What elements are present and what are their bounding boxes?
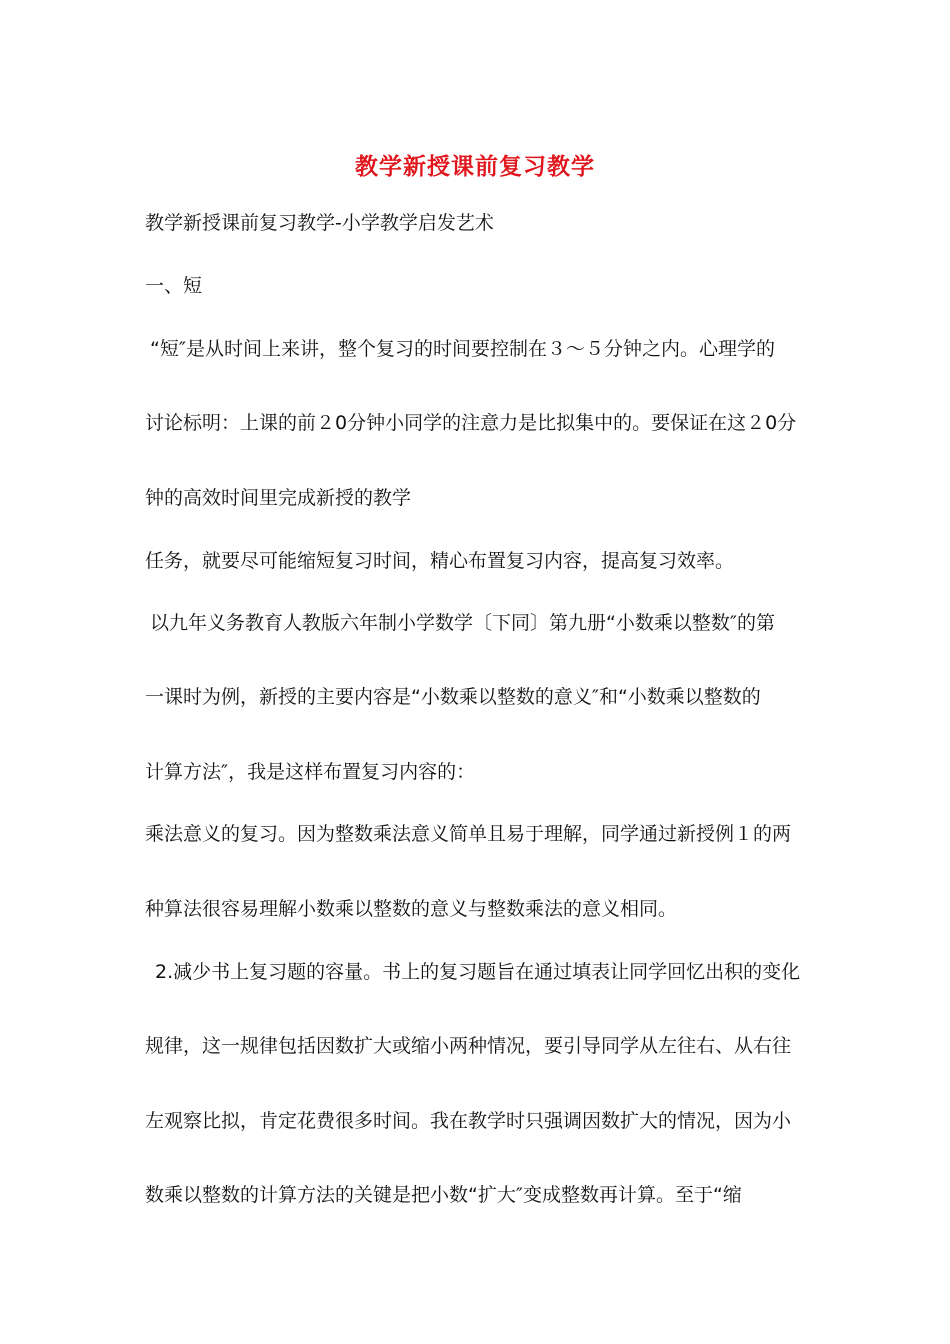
paragraph-line: 任务，就要尽可能缩短复习时间，精心布置复习内容，提高复习效率。 xyxy=(145,550,735,572)
paragraph-line: 2.减少书上复习题的容量。书上的复习题旨在通过填表让同学回忆出积的变化 xyxy=(155,961,801,983)
paragraph-line: 种算法很容易理解小数乘以整数的意义与整数乘法的意义相同。 xyxy=(145,898,678,920)
paragraph-line: 乘法意义的复习。因为整数乘法意义简单且易于理解，同学通过新授例１的两 xyxy=(145,823,792,845)
paragraph-line: 计算方法″，我是这样布置复习内容的： xyxy=(145,761,476,783)
section-heading: 一、短 xyxy=(145,275,203,297)
paragraph-line: 讨论标明：上课的前２0分钟小同学的注意力是比拟集中的。要保证在这２0分 xyxy=(145,412,797,434)
paragraph-line: “短″是从时间上来讲，整个复习的时间要控制在３～５分钟之内。心理学的 xyxy=(150,338,775,360)
paragraph-line: 以九年义务教育人教版六年制小学数学〔下同〕第九册“小数乘以整数″的第 xyxy=(150,612,775,634)
paragraph-line: 钟的高效时间里完成新授的教学 xyxy=(145,487,412,509)
paragraph-line: 数乘以整数的计算方法的关键是把小数“扩大″变成整数再计算。至于“缩 xyxy=(145,1184,742,1206)
paragraph-line: 规律，这一规律包括因数扩大或缩小两种情况，要引导同学从左往右、从右往 xyxy=(145,1035,792,1057)
paragraph-line: 左观察比拟，肯定花费很多时间。我在教学时只强调因数扩大的情况，因为小 xyxy=(145,1110,792,1132)
document-title: 教学新授课前复习教学 xyxy=(355,153,595,180)
document-subtitle: 教学新授课前复习教学-小学教学启发艺术 xyxy=(145,212,494,234)
paragraph-line: 一课时为例，新授的主要内容是“小数乘以整数的意义″和“小数乘以整数的 xyxy=(145,686,761,708)
